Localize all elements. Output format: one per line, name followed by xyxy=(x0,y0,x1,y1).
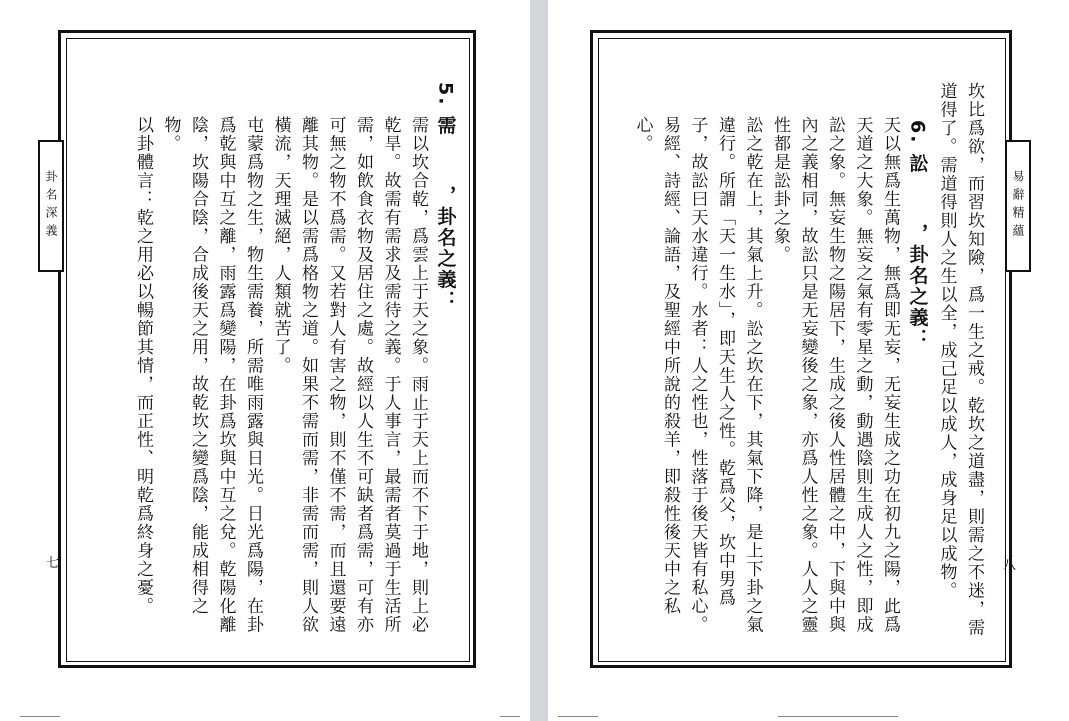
paragraph: 屯蒙爲物之生，物生需養，所需唯雨露與日光。日光爲陽，在卦爲乾與中互之離，雨露爲變陽，在卦爲坎與中互之兌。乾陽化離陰，坎陽合陰，合成後天之用，故乾坎之變爲陰，能成相得之物。 xyxy=(160,116,263,634)
heading-tail: ，卦名之義： xyxy=(906,223,929,350)
divider xyxy=(778,716,898,717)
left-page xyxy=(0,0,530,721)
page-number: 七 xyxy=(46,556,60,571)
section-heading xyxy=(903,82,932,642)
divider xyxy=(500,716,520,717)
heading-tail: ，卦名之義： xyxy=(434,185,457,312)
hexagram-xu-icon xyxy=(442,145,460,177)
section-heading xyxy=(431,82,460,642)
chapter-tab: 易辭精蘊 xyxy=(1005,140,1031,272)
right-page xyxy=(548,0,1069,721)
heading-number: 6. 訟 xyxy=(906,120,929,175)
paragraph: 需以坎合乾，爲雲上于天之象。雨止于天上而不下于地，則上必乾旱。故需有需求及需待之義。于人事言，最需者莫過于生活所需，如飲食衣物及居住之處。故經以人生不可缺者爲需，可有亦可無之物不爲需。又若對人有害之物，則不僅不需，而且還要遠離其物。是以需爲格物之道。如果不需而需，非需而需，則人欲橫流，天理滅絕，人類就苦了。 xyxy=(270,116,428,634)
paragraph: 坎比爲欲，而習坎知險，爲一生之戒。乾坎之道盡，則需之不迷，需道得了。需道得則人之生以全，成己足以成人，成身足以成物。 xyxy=(936,82,984,637)
paragraph: 以卦體言：乾之用必以暢節其情，而正性、明乾爲終身之憂。 xyxy=(133,116,153,616)
hexagram-song-icon xyxy=(914,183,932,215)
text-block xyxy=(632,82,987,642)
chapter-tab: 卦名深義 xyxy=(38,140,64,272)
paragraph: 訟之乾在上，其氣上升。訟之坎在下，其氣下降，是上下卦之氣違行。所謂「天一生水」，即天生人之性。乾爲父，坎中男爲子，故訟曰天水違行。水者：人之性也，性落于後天皆有私心。易經、詩經、論語，及聖經中所說的殺羊，即殺性後天中之私心。 xyxy=(632,116,763,634)
page-gutter xyxy=(530,0,548,721)
text-block xyxy=(133,82,460,642)
heading-number: 5. 需 xyxy=(434,82,457,137)
divider xyxy=(20,716,60,717)
paragraph: 天以無爲生萬物，無爲即无妄，无妄生成之功在初九之陽，此爲天道之大象。無妄之氣有零星之動，動遇陰則生成人之性，即成訟之象。無妄生物之陽居下，生成之後人性居體之中，下與中與內之義相同，故訟只是无妄變後之象，亦爲人性之象。人人之靈性都是訟卦之象。 xyxy=(770,116,900,634)
page-number: 八 xyxy=(1003,558,1017,573)
divider xyxy=(558,716,598,717)
